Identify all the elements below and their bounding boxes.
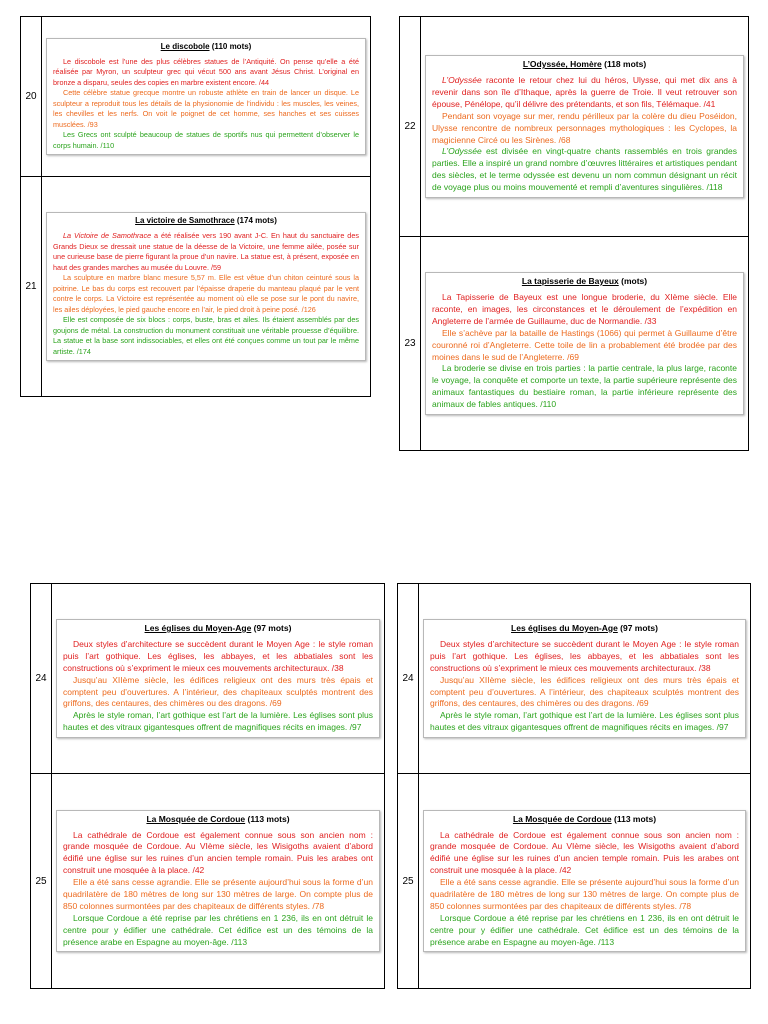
reading-table-top-left bbox=[20, 16, 371, 397]
text-card-cordoue bbox=[56, 810, 380, 953]
word-count: (174 mots) bbox=[234, 216, 277, 225]
paragraph-3: Après le style roman, l’art gothique est l’art de la lumière. Les églises sont plus hautes et des vitraux gigantesques offrent de magnifiques récits en images. /97 bbox=[430, 710, 739, 733]
paragraph-1 bbox=[53, 231, 359, 273]
paragraph-2: Jusqu’au XIIème siècle, les édifices religieux ont des murs très épais et comptent peu d’ouvertures. A l’intérieur, des chapiteaux sculptés montrent des griffons, des centaures, des chimères ou des dragons. /69 bbox=[63, 674, 373, 709]
card-title-text: Les églises du Moyen-Age bbox=[511, 622, 618, 633]
word-count: (113 mots) bbox=[611, 813, 657, 824]
text-card-discobole bbox=[46, 38, 366, 156]
card-title-text: La Mosquée de Cordoue bbox=[512, 813, 612, 824]
card-title bbox=[63, 623, 373, 633]
text-card-bayeux bbox=[425, 272, 744, 415]
reading-table-bottom-right bbox=[397, 583, 751, 989]
card-title bbox=[430, 814, 739, 824]
card-title-text: Les églises du Moyen-Age bbox=[144, 622, 252, 633]
paragraph-1: La Tapisserie de Bayeux est une longue broderie, du XIème siècle. Elle raconte, en images, les circonstances et le déroulement de l’expédition en Angleterre de l’armée de Guillaume, duc de Normandie. /33 bbox=[432, 292, 737, 326]
italic-work-title: L’Odyssée bbox=[442, 146, 482, 157]
paragraph-2: Elle a été sans cesse agrandie. Elle se présente aujourd’hui sous la forme d’un quadrilatère de 180 mètres de long sur 130 mètres de large. On compte plus de 850 colonnes surmontées par des chapiteaux de différents styles. /78 bbox=[63, 877, 373, 911]
paragraph-3: La broderie se divise en trois parties : la partie centrale, la plus large, raconte le voyage, la conquête et comporte un texte, la partie supérieure représente des animaux fantastiques du bestiaire roman, la partie inférieure représente des animaux de fables antiques. /110 bbox=[432, 363, 737, 410]
italic-work-title: La Victoire de Samothrace bbox=[63, 231, 152, 240]
card-title-text: Le discobole bbox=[160, 41, 210, 51]
card-title-text: La Mosquée de Cordoue bbox=[146, 813, 246, 824]
card-number: 25 bbox=[398, 774, 419, 989]
paragraph-3: Après le style roman, l’art gothique est l’art de la lumière. Les églises sont plus hautes et des vitraux gigantesques offrent de magnifiques récits en images. /97 bbox=[63, 710, 373, 733]
card-number: 25 bbox=[31, 774, 52, 989]
word-count: (113 mots) bbox=[245, 813, 290, 824]
reading-table-bottom-left bbox=[30, 583, 385, 989]
card-title-text: L’Odyssée, Homère bbox=[522, 59, 602, 70]
text-card-eglises bbox=[56, 619, 380, 738]
paragraph-3 bbox=[432, 146, 737, 194]
card-title bbox=[432, 276, 737, 286]
text-card-odyssee bbox=[425, 55, 744, 198]
paragraph-3: Elle est composée de six blocs : corps, buste, bras et ailes. Ils étaient assemblés par des goujons de métal. La construction du monument constituait une véritable prouesse d’équilibre. La statue et la base sont indissociables, et elles ont été conçues comme un tout par le même artiste. /174 bbox=[53, 315, 359, 356]
card-title bbox=[430, 623, 739, 633]
paragraph-1: Deux styles d’architecture se succèdent durant le Moyen Age : le style roman puis l’art gothique. Les églises, les abbayes, et les abbatiales sont les constructions où s’expriment le mieux ces mouvements architecturaux. /38 bbox=[430, 638, 739, 673]
card-number: 20 bbox=[21, 17, 42, 177]
paragraph-2: Jusqu’au XIIème siècle, les édifices religieux ont des murs très épais et comptent peu d’ouvertures. A l’intérieur, des chapiteaux sculptés montrent des griffons, des centaures, des chimères ou des dragons. /69 bbox=[430, 674, 739, 709]
paragraph-1: Le discobole est l’une des plus célèbres statues de l’Antiquité. On pense qu’elle a été réalisée par Myron, un sculpteur grec qui vécut 500 ans avant Jésus Christ. L’original en bronze a disparu, seules des copies en marbre existent encore. /44 bbox=[53, 56, 359, 87]
paragraph-3-text: est divisée en vingt-quatre chants rassemblés en trois grandes parties. Elle a inspiré un grand nombre d’œuvres littéraires et artistiques pendant des siècles, et le terme odyssée est devenu un nom commun désignant un récit de voyage plus ou moins mouvementé et rempli d’aventures singulières. /118 bbox=[432, 146, 737, 193]
word-count: (118 mots) bbox=[601, 59, 647, 70]
word-count: (97 mots) bbox=[251, 622, 292, 633]
card-title bbox=[63, 814, 373, 824]
text-card-eglises bbox=[423, 619, 746, 738]
word-count: (110 mots) bbox=[209, 41, 252, 51]
text-card-cordoue bbox=[423, 810, 746, 953]
card-title bbox=[53, 42, 359, 51]
card-number: 24 bbox=[398, 584, 419, 774]
text-card-samothrace bbox=[46, 212, 366, 361]
italic-work-title: L’Odyssée bbox=[442, 75, 482, 86]
paragraph-3: Les Grecs ont sculpté beaucoup de statues de sportifs nus qui permettent d’observer le corps humain. /110 bbox=[53, 130, 359, 150]
paragraph-1: Deux styles d’architecture se succèdent durant le Moyen Age : le style roman puis l’art gothique. Les églises, les abbayes, et les abbatiales sont les constructions où s’expriment le mieux ces mouvements architecturaux. /38 bbox=[63, 638, 373, 673]
paragraph-1-text: a été réalisée vers 190 avant J-C. En haut du sanctuaire des Grands Dieux se dressait une statue de la déesse de la Victoire, une femme ailée, posée sur une curieuse base de pierre figurant la proue d’un navire. La statue est, à présent, exposée en haut des grandes marches au musée du Louvre. /59 bbox=[53, 231, 359, 272]
card-number: 23 bbox=[400, 237, 421, 451]
paragraph-2: Pendant son voyage sur mer, rendu périlleux par la colère du dieu Poséidon, Ulysse rencontre de nombreux personnages mythologiques : les Cyclopes, la magicienne Circé ou les Sirènes. /68 bbox=[432, 110, 737, 145]
paragraph-2: La sculpture en marbre blanc mesure 5,57 m. Elle est vêtue d’un chiton ceinturé sous la poitrine. Le bas du corps est recouvert par l’épaisse draperie du manteau plaqué par le vent contre le corps. La Victoire est représentée au moment où elle se pose sur le pont du navire, les ailes déployées, le pied gauche encore en l’air, le pied droit à peine posé. /126 bbox=[53, 273, 359, 314]
card-title bbox=[432, 59, 737, 69]
card-title-text: La tapisserie de Bayeux bbox=[521, 276, 619, 287]
card-number: 21 bbox=[21, 177, 42, 397]
paragraph-2: Cette célèbre statue grecque montre un robuste athlète en train de lancer un disque. Le sculpteur a reproduit tous les détails de la physionomie de l’individu : les muscles, les veines, les chevilles et les nerfs. On voit le poignet de cet homme, ses hanches et ses cuisses musclées. /93 bbox=[53, 88, 359, 129]
paragraph-2: Elle s’achève par la bataille de Hastings (1066) qui permet à Guillaume d’être couronné roi d’Angleterre. Cette toile de lin a probablement été brodée par des moines dans le sud de l’Angleterre. /69 bbox=[432, 327, 737, 362]
paragraph-1 bbox=[432, 75, 737, 111]
card-number: 24 bbox=[31, 584, 52, 774]
paragraph-1-text: raconte le retour chez lui du héros, Ulysse, qui met dix ans à revenir dans son île d’Ithaque, après la guerre de Troie. Il veut retrouver son épouse, Pénélope, qu’il délivre des prétendants, et son fils, Télémaque. /41 bbox=[432, 75, 737, 109]
word-count: (mots) bbox=[618, 276, 648, 287]
paragraph-1: La cathédrale de Cordoue est également connue sous son ancien nom : grande mosquée de Cordoue. Au VIème siècle, les Wisigoths avaient d’abord édifié une église sur les ruines d’un ancien temple romain. Puis les arabes ont construit une mosquée à la place. /42 bbox=[63, 829, 373, 876]
word-count: (97 mots) bbox=[617, 622, 658, 633]
paragraph-3: Lorsque Cordoue a été reprise par les chrétiens en 1 236, ils en ont détruit le centre pour y édifier une cathédrale. Cet édifice est un des témoins de la présence arabe en Espagne au moyen-âge. /113 bbox=[430, 912, 739, 947]
paragraph-2: Elle a été sans cesse agrandie. Elle se présente aujourd’hui sous la forme d’un quadrilatère de 180 mètres de long sur 130 mètres de large. On compte plus de 850 colonnes surmontées par des chapiteaux de différents styles. /78 bbox=[430, 877, 739, 911]
card-title bbox=[53, 216, 359, 225]
card-number: 22 bbox=[400, 17, 421, 237]
card-title-text: La victoire de Samothrace bbox=[135, 216, 235, 225]
paragraph-1: La cathédrale de Cordoue est également connue sous son ancien nom : grande mosquée de Cordoue. Au VIème siècle, les Wisigoths avaient d’abord édifié une église sur les ruines d’un ancien temple romain. Puis les arabes ont construit une mosquée à la place. /42 bbox=[430, 829, 739, 876]
reading-table-top-right bbox=[399, 16, 749, 451]
paragraph-3: Lorsque Cordoue a été reprise par les chrétiens en 1 236, ils en ont détruit le centre pour y édifier une cathédrale. Cet édifice est un des témoins de la présence arabe en Espagne au moyen-âge. /113 bbox=[63, 912, 373, 947]
